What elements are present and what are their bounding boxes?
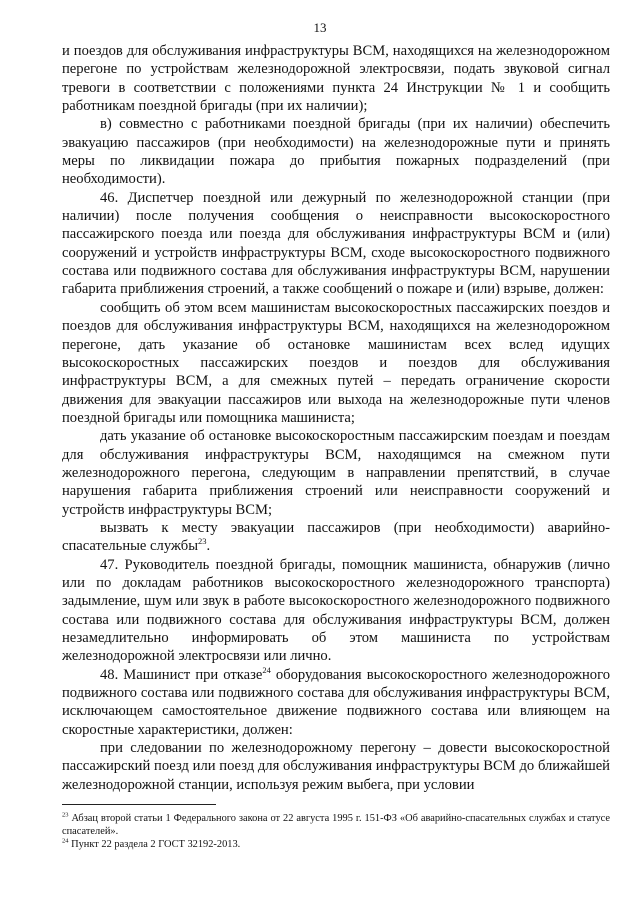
footnote-ref-24[interactable]: 24 [262,664,271,675]
paragraph-continuation: и поездов для обслуживания инфраструктуры ВСМ, находящихся на железнодорожном перегоне по устройствам железнодорожной электросвязи, подать звуковой сигнал тревоги в соответствии с положениями пункта 24 Инструкции № 1 и сообщить работникам поездной бригады (при их наличии); [62,43,610,115]
paragraph-48: 48. Машинист при отказе$^{24}$ оборудования высокоскоростного железнодорожного подвижного состава или подвижного состава для обслуживания инфраструктуры ВСМ, исключающем самостоятельное движение подвижного состава или влияющем на скоростные характеристики, должен: [62,664,610,738]
paragraph-46-notify-drivers: сообщить об этом всем машинистам высокоскоростных пассажирских поездов и поездов для обслуживания инфраструктуры ВСМ, находящихся на железнодорожном перегоне, дать указание об остановке машинистам всех вслед идущих высокоскоростных пассажирских поездов и поездов для обслуживания инфраструктуры ВСМ, а для смежных путей – передать ограничение скорости движения для эвакуации пассажиров или выхода на железнодорожные пути членов поездной бригады или помощника машиниста; [62,299,610,426]
document-body [62,42,610,794]
page-number: 13 [313,20,327,35]
paragraph-47: 47. Руководитель поездной бригады, помощник машиниста, обнаружив (лично или по докладам работников высокоскоростного железнодорожного транспорта) задымление, шум или звук в работе высокоскоростного железнодорожного подвижного состава или подвижного состава для обслуживания инфраструктуры ВСМ, должен незамедлительно информировать об этом машиниста по устройствам железнодорожной электросвязи или лично. [62,556,610,665]
paragraph-46: 46. Диспетчер поездной или дежурный по железнодорожной станции (при наличии) после получения сообщения о неисправности высокоскоростного пассажирского поезда или поезда для обслуживания инфраструктуры ВСМ и (или) сооружений и устройств инфраструктуры ВСМ, сходе высокоскоростного подвижного состава или подвижного состава для обслуживания инфраструктуры ВСМ, нарушении габарита приближения строений, а также сообщений о пожаре и (или) взрыве, должен: [62,189,610,298]
paragraph-46-stop-adjacent: дать указание об остановке высокоскоростным пассажирским поездам и поездам для обслуживания инфраструктуры ВСМ, находящимся на смежном пути железнодорожного перегона, следующим в направлении препятствий, в случае нарушения габарита приближения строений или неисправности сооружений и устройств инфраструктуры ВСМ; [62,428,610,518]
footnote-24: $^{24}$ Пункт 22 раздела 2 ГОСТ 32192-2013. [62,837,241,850]
footnote-ref-23[interactable]: 23 [198,536,207,547]
paragraph-46-call-rescue: вызвать к месту эвакуации пассажиров (при необходимости) аварийно-спасательные службы$^{23}$. [62,519,610,555]
paragraph-48-haul: при следовании по железнодорожному перегону – довести высокоскоростной пассажирский поезд или поезд для обслуживания инфраструктуры ВСМ до ближайшей железнодорожной станции, используя режим выбега, при условии [62,740,610,793]
footnote-mark: 24 [62,837,69,845]
footnote-separator [62,804,216,805]
footnote-23: $^{23}$ Абзац второй статьи 1 Федерального закона от 22 августа 1995 г. 151-ФЗ «Об аварийно-спасательных службах и статусе спасателей». [62,811,610,837]
paragraph-item-v: в) совместно с работниками поездной бригады (при их наличии) обеспечить эвакуацию пассажиров (при необходимости) на железнодорожные пути и принять меры по ликвидации пожара до прибытия пожарных подразделений (при необходимости). [62,116,610,188]
footnote-mark: 23 [62,811,69,819]
footnotes [62,812,610,851]
